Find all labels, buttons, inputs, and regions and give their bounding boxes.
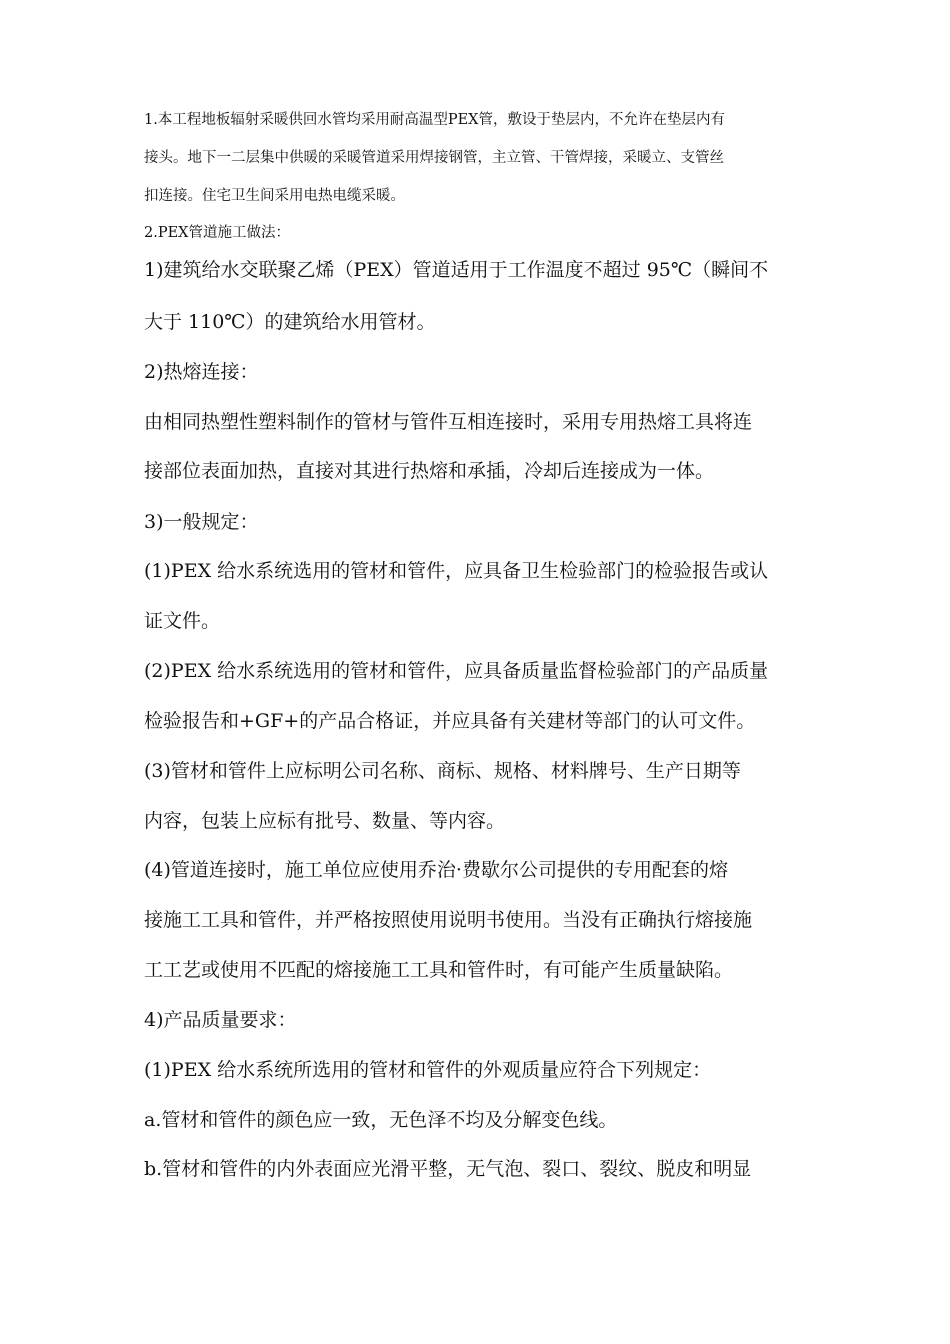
body-line: 工工艺或使用不匹配的熔接施工工具和管件时，有可能产生质量缺陷。	[144, 959, 734, 981]
body-line: b.管材和管件的内外表面应光滑平整，无气泡、裂口、裂纹、脱皮和明显	[144, 1158, 752, 1180]
body-line: 1)建筑给水交联聚乙烯（PEX）管道适用于工作温度不超过 95℃（瞬间不	[144, 259, 769, 281]
paragraph-1-line-3: 扣连接。住宅卫生间采用电热电缆采暖。	[144, 188, 405, 204]
body-line: 内容，包装上应标有批号、数量、等内容。	[144, 810, 506, 832]
body-line: 接部位表面加热，直接对其进行热熔和承插，冷却后连接成为一体。	[144, 460, 715, 482]
body-line: (4)管道连接时，施工单位应使用乔治·费歇尔公司提供的专用配套的熔	[144, 859, 728, 881]
body-line: 证文件。	[144, 610, 221, 632]
body-line: 接施工工具和管件，并严格按照使用说明书使用。当没有正确执行熔接施	[144, 909, 753, 931]
body-line: a.管材和管件的颜色应一致，无色泽不均及分解变色线。	[144, 1109, 618, 1131]
body-line: 2)热熔连接：	[144, 361, 259, 383]
body-line: (1)PEX 给水系统所选用的管材和管件的外观质量应符合下列规定：	[144, 1059, 712, 1081]
body-line: (1)PEX 给水系统选用的管材和管件，应具备卫生检验部门的检验报告或认	[144, 560, 769, 582]
paragraph-1-line-2: 接头。地下一二层集中供暖的采暖管道采用焊接钢管，主立管、干管焊接，采暖立、支管丝	[144, 150, 724, 166]
paragraph-2-heading: 2.PEX管道施工做法：	[144, 225, 290, 241]
body-line: 检验报告和+GF+的产品合格证，并应具备有关建材等部门的认可文件。	[144, 710, 756, 732]
body-line: 3)一般规定：	[144, 511, 259, 533]
body-line: 4)产品质量要求：	[144, 1009, 297, 1031]
paragraph-1-line-1: 1.本工程地板辐射采暖供回水管均采用耐高温型PEX管，敷设于垫层内，不允许在垫层内有	[144, 112, 725, 128]
body-line: 由相同热塑性塑料制作的管材与管件互相连接时，采用专用热熔工具将连	[144, 411, 753, 433]
body-line: 大于 110℃）的建筑给水用管材。	[144, 311, 436, 333]
body-line: (3)管材和管件上应标明公司名称、商标、规格、材料牌号、生产日期等	[144, 760, 741, 782]
body-line: (2)PEX 给水系统选用的管材和管件，应具备质量监督检验部门的产品质量	[144, 660, 769, 682]
